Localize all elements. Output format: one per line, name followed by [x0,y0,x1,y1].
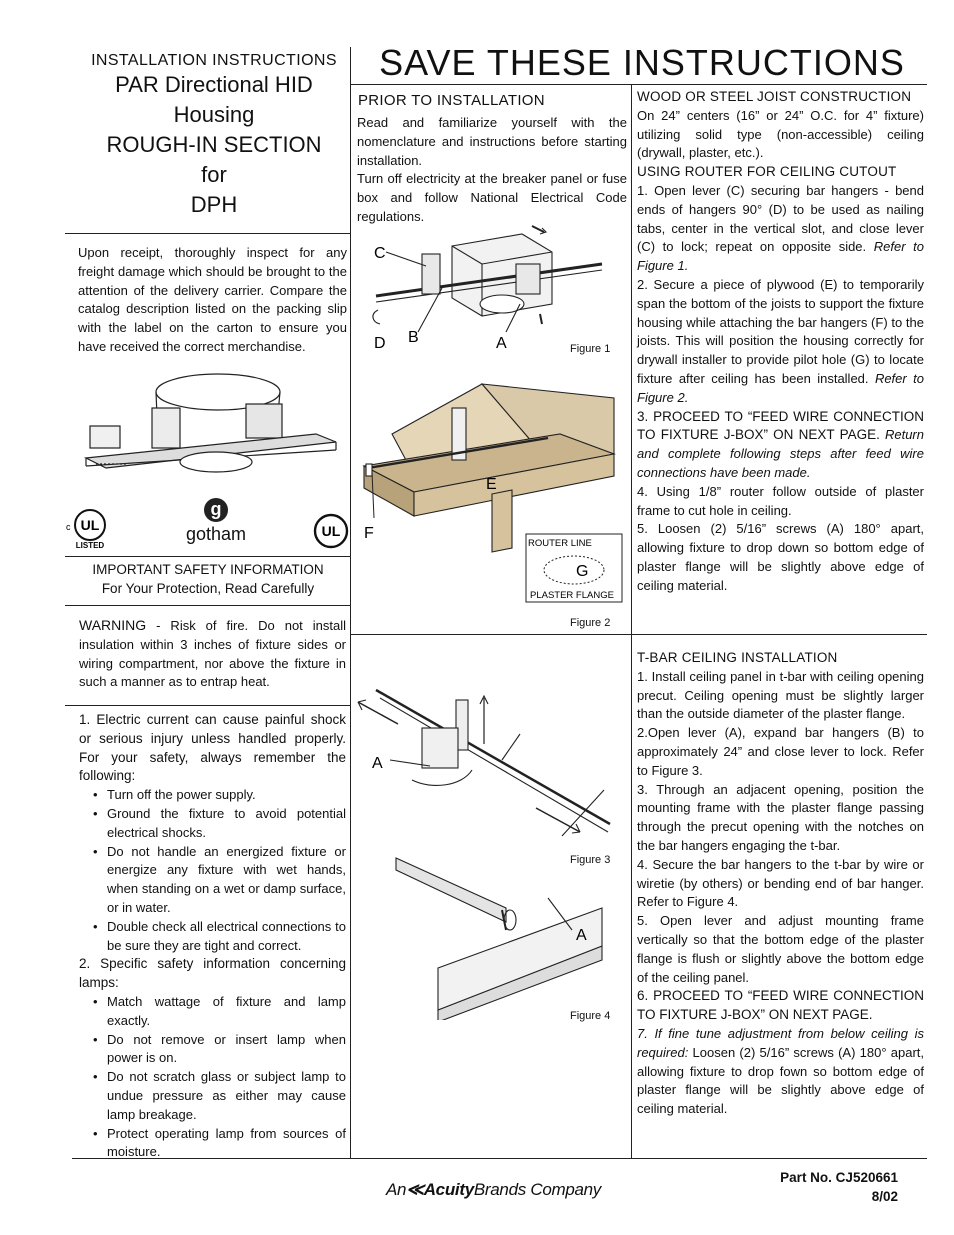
ul-recognized-mark: UL [321,523,341,539]
step-3 [637,408,924,483]
bullet-item: • Double check all electrical connections to be sure they are tight and correct. [107,918,346,956]
column-divider-left [350,47,351,1159]
safety-list [79,711,346,1162]
step-2-text: 2. Secure a piece of plywood (E) to temporarily span the bottom of the joists to support the fixture housing while attaching the bar hangers (F) to the joists. This will position the housing correctly for drywall installer to provide pilot hole (G) to locate fixture after ceiling has been installed. [637,276,924,386]
bullet-item: • Protect operating lamp from sources of moisture. [107,1125,346,1163]
tbar-step-6: 6. PROCEED TO “FEED WIRE CONNECTION TO FIXTURE J-BOX” ON NEXT PAGE. [637,988,924,1023]
fig2-label-f: F [364,525,374,542]
tbar-step-7-italic: 7. If fine tune adjustment from below ceiling is required: [637,1025,924,1060]
ul-recognized-logo [313,513,349,549]
housing-illustration [66,364,348,498]
safety-item-1-bullets [79,786,346,955]
step-5: 5. Loosen (2) 5/16” screws (A) 180° apart, allowing fixture to drop down so bottom edge of plaster flange will be slightly above edge of ceiling material. [637,521,924,593]
router-title: USING ROUTER FOR CEILING CUTOUT [637,164,897,180]
ul-c-mark: c [66,522,71,532]
revision-date: 8/02 [871,1189,898,1204]
product-line-5: DPH [190,192,238,217]
step-2 [637,276,924,408]
left-rule-1 [65,233,350,234]
gotham-logo [176,498,256,545]
fig1-label-b: B [408,329,419,346]
acuity-swoosh-icon: ≪ [406,1180,424,1199]
fig2-label-e: E [486,476,497,493]
safety-header [66,560,350,598]
tbar-step: 3. Through an adjacent opening, position the mounting frame with the plaster flange passing through the precut opening with the notches on the bar hangers engaging the t-bar. [637,781,924,853]
prior-paragraph-2: Turn off electricity at the breaker panel or fuse box and follow National Electrical Code regulations. [357,171,627,224]
left-rule-2 [65,556,350,557]
step-4: 4. Using 1/8” router follow outside of plaster frame to cut hole in ceiling. [637,483,924,518]
tbar-step: 2.Open lever (A), expand bar hangers (B) to approximately 24” and close lever to lock. Refer to Figure 3. [637,725,924,778]
bullet-item: • Do not scratch glass or subject lamp to undue pressure as either may cause lamp breakage. [107,1068,346,1124]
step-1-text: 1. Open lever (C) securing bar hangers - bend ends of hangers 90° (D) to be used as nailing tabs, center in the vertical slot, and close lever (C) to lock; repeat on opposite side. [637,182,924,255]
figure-3-caption: Figure 3 [570,854,611,866]
fig2-router-line: ROUTER LINE [528,538,592,549]
figure-1-caption: Figure 1 [570,343,611,355]
tbar-step: 4. Secure the bar hangers to the t-bar by wire or wiretie (by others) or bending end of bar hanger. Refer to Figure 4. [637,856,924,910]
page-title: SAVE THESE INSTRUCTIONS [379,42,905,83]
bullet-item: • Match wattage of fixture and lamp exactly. [107,993,346,1031]
tbar-step: 1. Install ceiling panel in t-bar with ceiling opening precut. Ceiling opening must be slightly larger than the outside diameter of the plaster flange. [637,668,924,722]
gotham-wordmark: gotham [185,524,247,544]
figure-4-caption: Figure 4 [570,1010,611,1022]
tbar-title: T-BAR CEILING INSTALLATION [637,650,838,665]
tbar-step: 5. Open lever and adjust mounting frame vertically so that the bottom edge of the plaster flange is flush or slightly above the bottom edge of the ceiling panel. [637,913,924,985]
safety-item-2-title: 2. Specific safety information concerning lamps: [79,956,346,991]
joist-section [637,88,924,596]
fig1-label-c: C [374,245,386,262]
joist-text: On 24” centers (16” or 24” O.C. for 4” fixture) utilizing solid type (non-accessible) ceiling (drywall, plaster, etc.). [637,107,924,161]
bullet-item: • Do not handle an energized fixture or energize any fixture with wet hands, when standing on a wet or damp surface, or in water. [107,843,346,918]
ul-listed-logo [66,508,110,550]
safety-item-2-bullets [79,993,346,1162]
figure-2-drawing [352,368,628,608]
product-line-2: Housing [173,102,255,127]
figure-2-caption: Figure 2 [570,617,611,629]
company-an: An [386,1180,407,1199]
step-1-ref: Refer to Figure 1. [637,239,924,274]
install-label: INSTALLATION INSTRUCTIONS [91,52,337,69]
product-line-1: PAR Directional HID [115,72,313,97]
figure-3-drawing [352,680,628,850]
left-rule-4 [65,705,350,706]
step-2-ref: Refer to Figure 2. [637,370,924,405]
section-rule-mid [351,634,927,635]
step-3-italic: Return and complete following steps after feed wire connections have been made. [637,427,924,480]
company-rest: Brands Company [473,1180,602,1199]
bullet-item: • Do not remove or insert lamp when power is on. [107,1031,346,1069]
ul-listed-text: LISTED [75,541,105,550]
safety-title: IMPORTANT SAFETY INFORMATION [92,562,324,577]
product-line-3: ROUGH-IN SECTION [106,132,322,157]
warning-text: - Risk of fire. Do not install insulation within 3 inches of fixture sides or wiring compartment, nor above the fixture in such a manner as to entrap heat. [79,618,346,690]
safety-item-1-title: 1. Electric current can cause painful shock or serious injury unless handled properly. For your safety, always remember the following: [79,712,346,784]
step-3-bold: 3. PROCEED TO “FEED WIRE CONNECTION TO FIXTURE J-BOX” ON NEXT PAGE. [637,408,924,443]
title-underline [351,84,927,85]
fig1-label-d: D [374,335,386,352]
tbar-step-7 [637,1025,924,1119]
ul-listed-mark: UL [80,517,100,533]
product-line-4: for [201,162,227,187]
tbar-section [637,649,924,1119]
bullet-item: • Ground the fixture to avoid potential electrical shocks. [107,805,346,843]
fig2-label-g: G [576,563,589,580]
company-acuity: Acuity [423,1180,474,1199]
fig3-label-a: A [372,755,383,772]
fig2-plaster-flange: PLASTER FLANGE [530,590,614,601]
company-logo [386,1180,601,1200]
joist-title: WOOD OR STEEL JOIST CONSTRUCTION [637,89,912,104]
receipt-paragraph: Upon receipt, thoroughly inspect for any freight damage which should be brought to the attention of the delivery carrier. Compare the catalog description listed on the packing slip with the label on the carton to ensure you have received the correct merchandise. [78,245,347,354]
safety-subtitle: For Your Protection, Read Carefully [101,581,315,596]
warning-paragraph [79,616,346,692]
figure-4-drawing [352,850,628,1020]
part-number: Part No. CJ520661 [780,1170,898,1185]
tbar-step-7-text: Loosen (2) 5/16” screws (A) 180° apart, allowing fixture to drop fown so bottom edge of plaster flange will be slightly above edge of ceiling material. [637,1044,924,1117]
column-divider-right [631,84,632,1159]
step-1 [637,182,924,276]
fig4-label-a: A [576,927,587,944]
warning-label: WARNING [79,617,147,633]
prior-paragraph-1: Read and familiarize yourself with the nomenclature and instructions before starting installation. [357,115,627,168]
product-header [80,52,348,220]
gotham-g-icon: g [204,498,228,522]
prior-title: PRIOR TO INSTALLATION [358,92,545,109]
bullet-item: • Turn off the power supply. [107,786,346,805]
fig1-label-a: A [496,335,507,352]
left-rule-3 [65,605,350,606]
